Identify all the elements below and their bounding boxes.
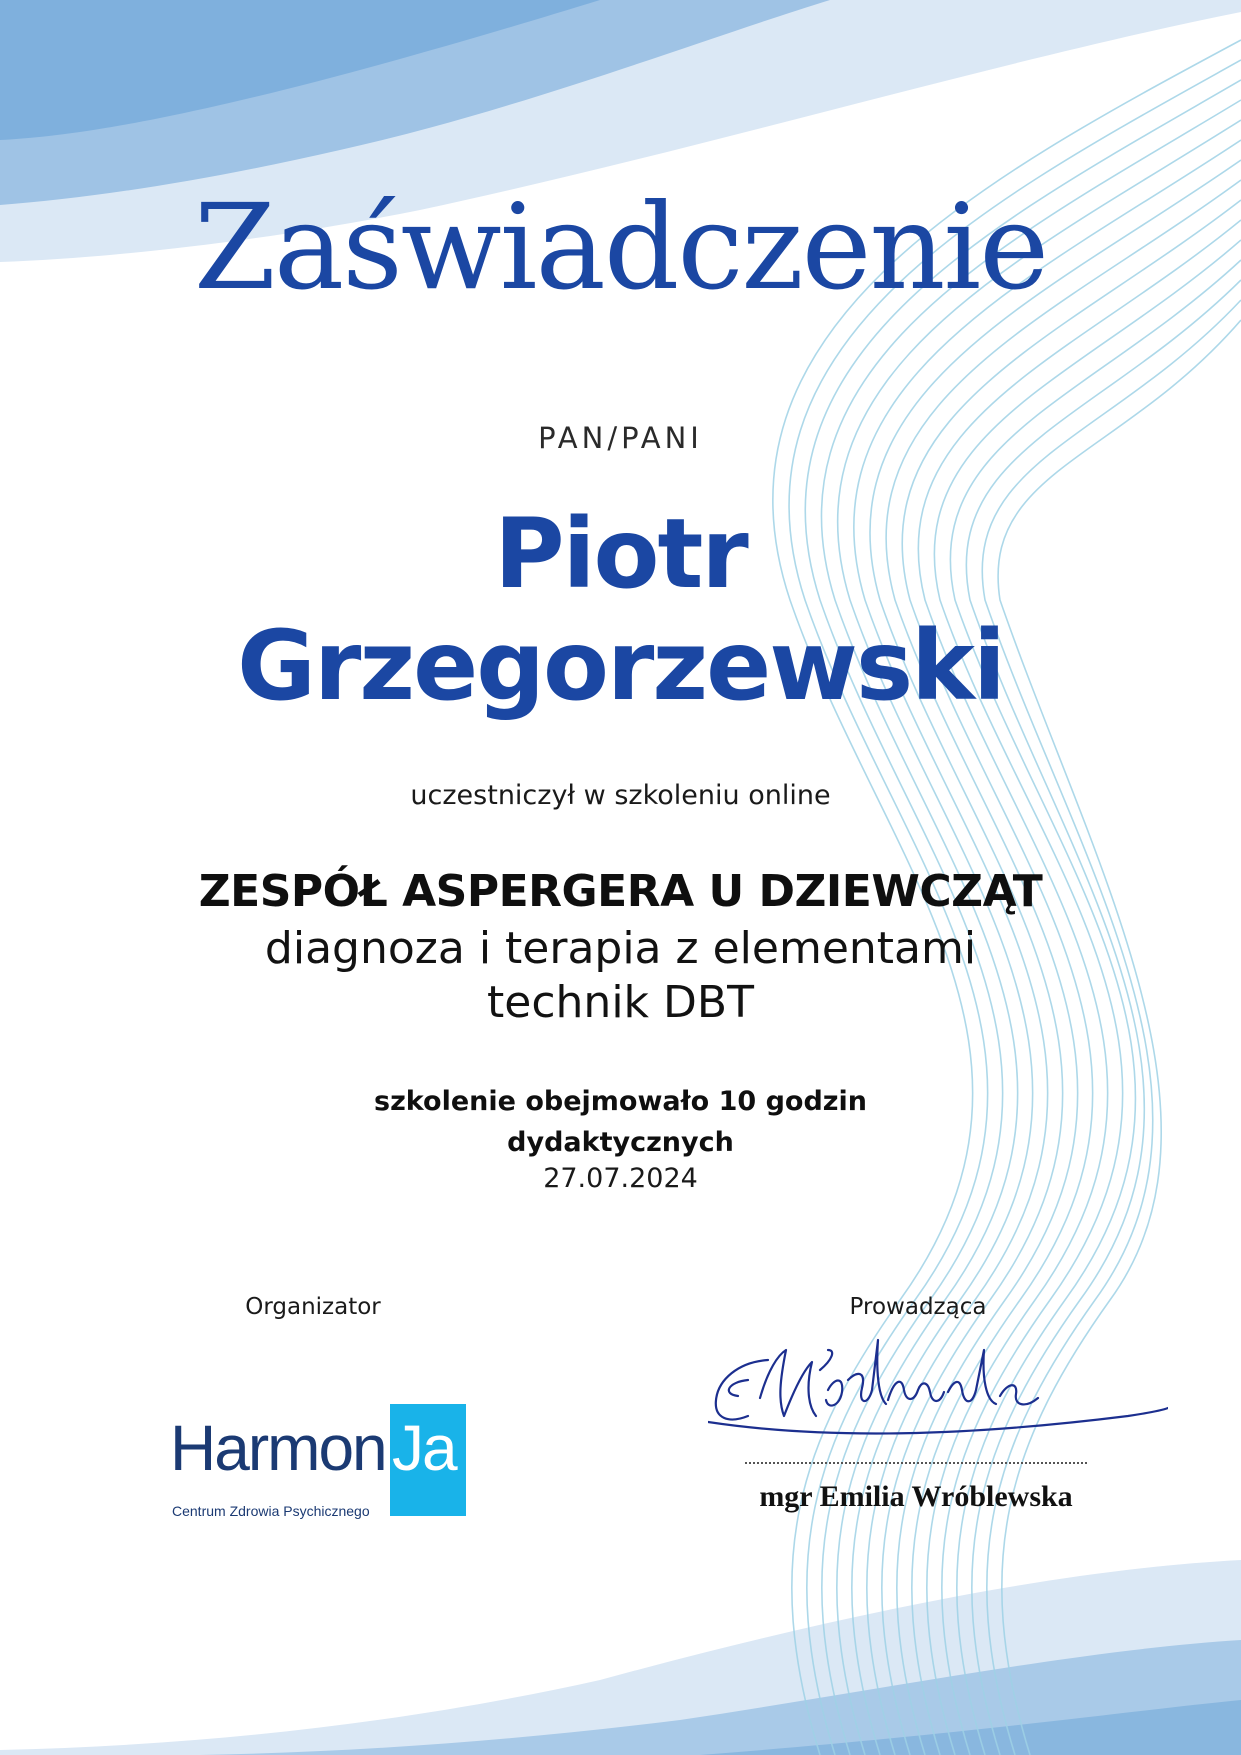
logo-word-harmon: Harmon	[170, 1412, 386, 1484]
signature-line	[745, 1462, 1087, 1464]
course-subtitle	[0, 922, 1241, 1030]
logo-word-ja: Ja	[392, 1412, 456, 1484]
course-title: ZESPÓŁ ASPERGERA U DZIEWCZĄT	[198, 866, 1043, 917]
course-hours-line1: szkolenie obejmowało 10 godzin	[374, 1086, 867, 1117]
instructor-name: mgr Emilia Wróblewska	[759, 1480, 1073, 1513]
instructor-label: Prowadząca	[849, 1294, 987, 1320]
course-subtitle-line1: diagnoza i terapia z elementami	[264, 923, 977, 974]
logo-subtitle: Centrum Zdrowia Psychicznego	[172, 1503, 370, 1519]
course-date: 27.07.2024	[543, 1163, 698, 1194]
recipient-name	[0, 498, 1241, 722]
course-subtitle-line2: technik DBT	[487, 977, 754, 1028]
recipient-last-name: Grzegorzewski	[237, 610, 1004, 722]
organizer-label: Organizator	[245, 1294, 381, 1320]
logo-box	[390, 1404, 466, 1516]
certificate-title: Zaświadczenie	[193, 178, 1048, 316]
course-hours-line2: dydaktycznych	[507, 1127, 734, 1158]
participation-text: uczestniczył w szkoleniu online	[410, 780, 831, 811]
organizer-logo	[170, 1404, 470, 1524]
course-hours	[0, 1081, 1241, 1163]
recipient-first-name: Piotr	[494, 498, 747, 610]
handwritten-signature	[708, 1320, 1168, 1450]
salutation: PAN/PANI	[538, 421, 703, 455]
